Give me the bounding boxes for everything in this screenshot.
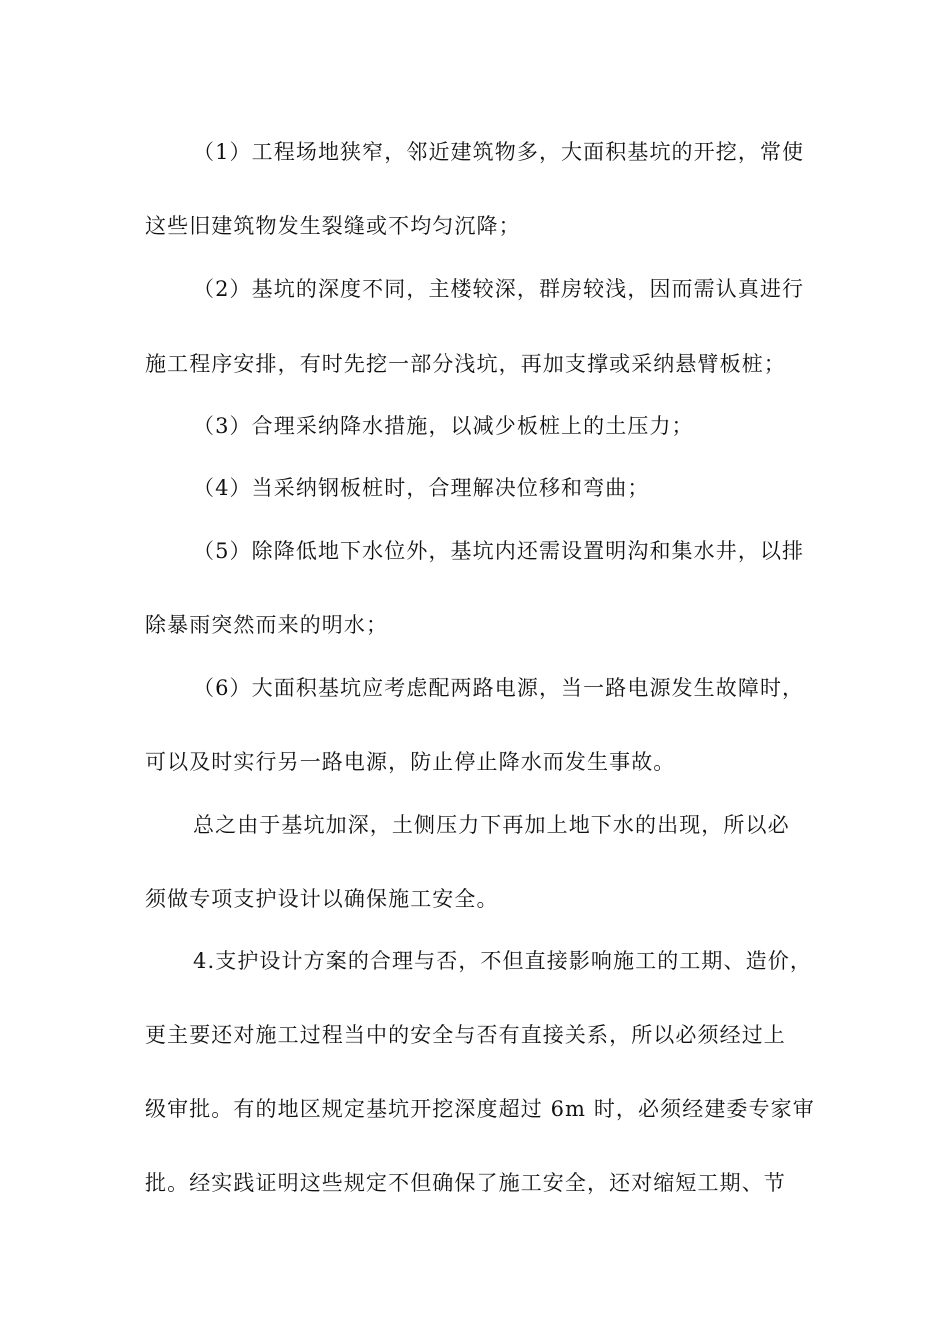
paragraph-1-line-2: 这些旧建筑物发生裂缝或不均匀沉降； [145,214,521,238]
paragraph-8-line-3: 级审批。有的地区规定基坑开挖深度超过 6m 时，必须经建委专家审 [145,1097,815,1121]
paragraph-2-line-2: 施工程序安排，有时先挖一部分浅坑，再加支撑或采纳悬臂板桩； [145,352,786,376]
paragraph-1-line-1: （1）工程场地狭窄，邻近建筑物多，大面积基坑的开挖，常使 [193,140,805,164]
paragraph-6-line-1: （6）大面积基坑应考虑配两路电源，当一路电源发生故障时， [193,676,805,700]
paragraph-8-line-2: 更主要还对施工过程当中的安全与否有直接关系，所以必须经过上 [145,1023,786,1047]
paragraph-5-line-2: 除暴雨突然而来的明水； [145,613,389,637]
paragraph-7-line-2: 须做专项支护设计以确保施工安全。 [145,887,499,911]
paragraph-3-line-1: （3）合理采纳降水措施，以减少板桩上的土压力； [193,414,694,438]
paragraph-5-line-1: （5）除降低地下水位外，基坑内还需设置明沟和集水井，以排 [193,539,805,563]
paragraph-8-line-1: 4.支护设计方案的合理与否，不但直接影响施工的工期、造价， [193,949,812,973]
paragraph-7-line-1: 总之由于基坑加深，土侧压力下再加上地下水的出现，所以必 [193,813,790,837]
paragraph-2-line-1: （2）基坑的深度不同，主楼较深，群房较浅，因而需认真进行 [193,277,805,301]
paragraph-6-line-2: 可以及时实行另一路电源，防止停止降水而发生事故。 [145,750,676,774]
paragraph-4-line-1: （4）当采纳钢板桩时，合理解决位移和弯曲； [193,476,650,500]
paragraph-8-line-4: 批。经实践证明这些规定不但确保了施工安全，还对缩短工期、节 [145,1171,786,1195]
